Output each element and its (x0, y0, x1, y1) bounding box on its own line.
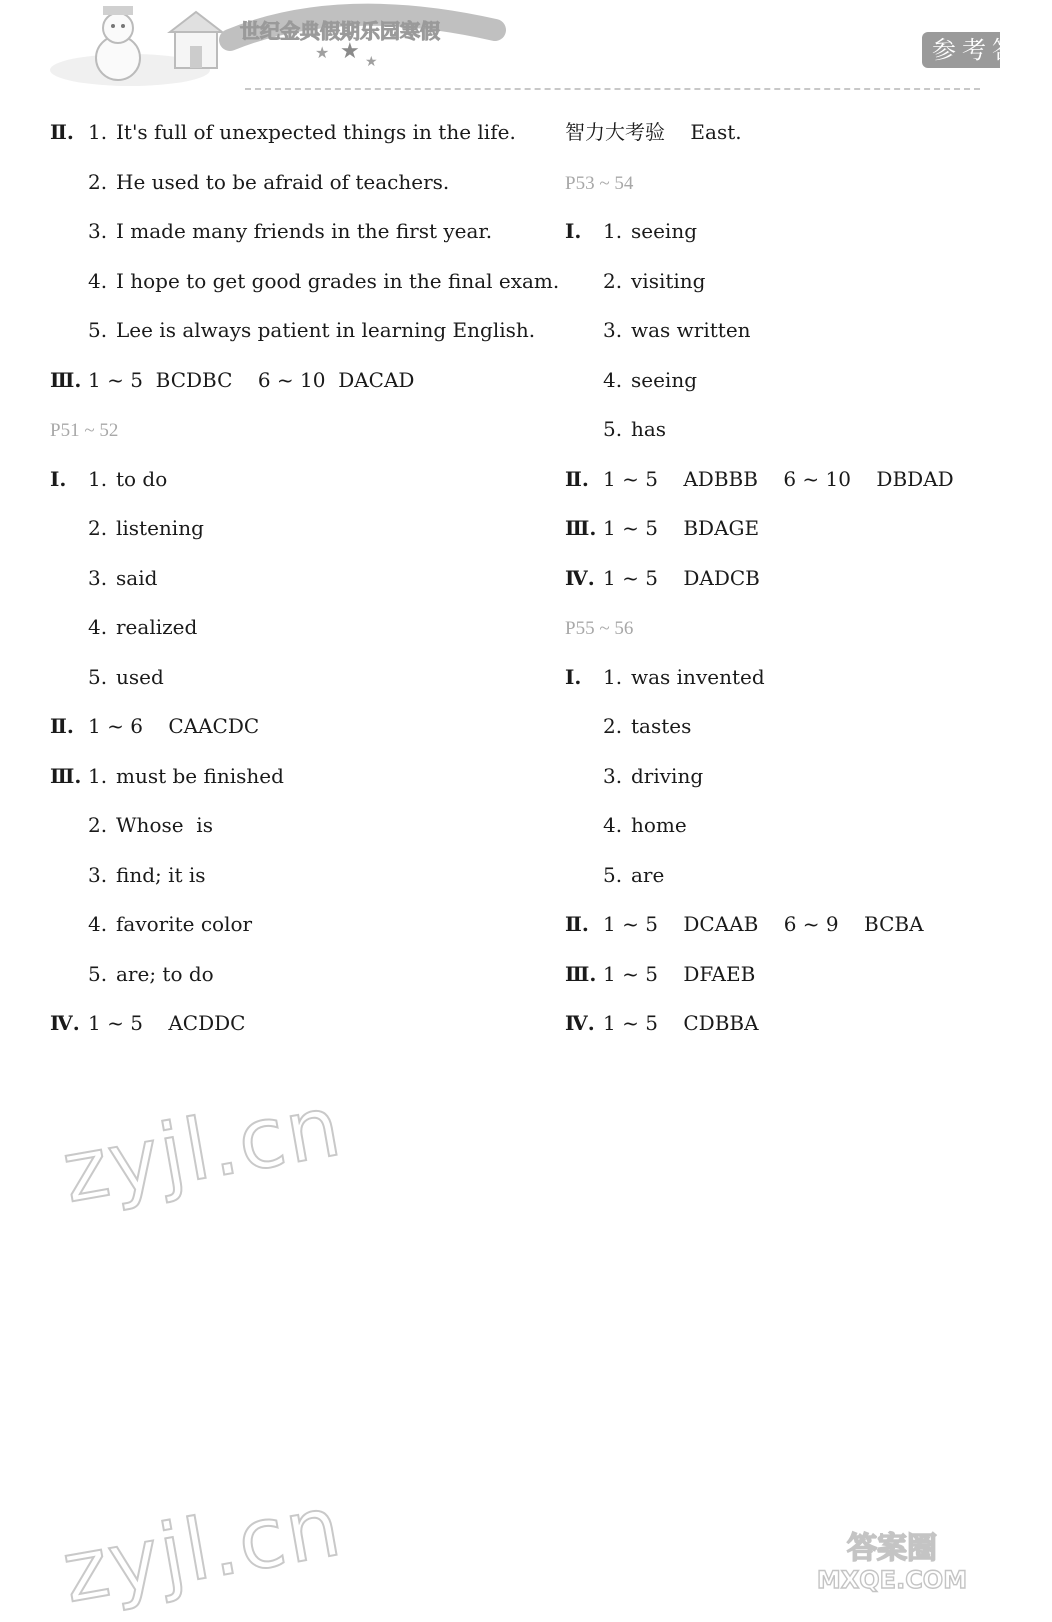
section-numeral: Ⅲ. (565, 516, 597, 540)
section-numeral: Ⅰ. (50, 466, 67, 491)
item-number: 2. (88, 169, 108, 194)
answer-line (565, 653, 1035, 703)
answer-text: visiting (631, 268, 706, 293)
section-numeral: Ⅱ. (50, 714, 74, 738)
answer-line (565, 801, 1035, 851)
section-numeral: Ⅳ. (565, 1011, 595, 1035)
page-range-text: P51 ~ 52 (50, 420, 119, 441)
answer-text: Whose is (116, 813, 213, 837)
section-tab: 参考答案 (922, 32, 1000, 68)
page-range-label (50, 405, 520, 455)
answer-text: 1 ~ 5 ADBBB 6 ~ 10 DBDAD (603, 466, 954, 491)
section-numeral: Ⅳ. (50, 1011, 80, 1035)
answer-text: must be finished (116, 763, 284, 788)
answer-text: was invented (631, 664, 765, 689)
answer-line (50, 950, 520, 1000)
answer-line (565, 752, 1035, 802)
answer-text: 1 ~ 5 DADCB (603, 565, 760, 590)
section-numeral: Ⅳ. (565, 565, 595, 590)
answer-text: 1 ~ 5 DFAEB (603, 961, 756, 986)
answer-text: 1 ~ 5 DCAAB 6 ~ 9 BCBA (603, 912, 924, 936)
header-title-art: 世纪金典假期乐园寒假 (240, 19, 440, 43)
item-number: 4. (88, 615, 108, 639)
answer-text: seeing (631, 219, 698, 243)
section-numeral: Ⅲ. (50, 367, 82, 392)
answer-line (50, 702, 520, 752)
section-numeral: Ⅱ. (565, 466, 589, 491)
answer-text: favorite color (116, 912, 253, 936)
answer-line (565, 554, 1035, 604)
page-range-label (565, 603, 1035, 653)
answer-line (565, 356, 1035, 406)
answer-line (565, 405, 1035, 455)
svg-text:★: ★ (365, 54, 378, 70)
answer-text: I made many friends in the first year. (116, 219, 493, 243)
answer-text: are; to do (116, 961, 214, 986)
answer-line (565, 257, 1035, 307)
answer-line (565, 504, 1035, 554)
answer-text: 1 ~ 5 CDBBA (603, 1011, 759, 1035)
item-number: 3. (603, 318, 623, 342)
item-number: 2. (88, 516, 108, 540)
item-number: 3. (88, 862, 108, 887)
snowman-illustration (40, 0, 520, 85)
item-number: 4. (603, 367, 623, 392)
answer-line (565, 999, 1035, 1049)
section-numeral: Ⅲ. (50, 763, 82, 788)
item-number: 1. (88, 763, 108, 788)
answer-text: has (631, 417, 667, 441)
answer-text: find; it is (116, 862, 206, 887)
item-number: 2. (88, 813, 108, 837)
answer-line (565, 900, 1035, 950)
item-number: 5. (88, 961, 108, 986)
answer-line (50, 158, 520, 208)
watermark: zyjl.cn (55, 1476, 349, 1622)
corner-logo-bottom: MXQE.COM (816, 1566, 968, 1594)
answer-text: are (631, 862, 665, 887)
answer-line (565, 455, 1035, 505)
page-range-text: P55 ~ 56 (565, 618, 634, 639)
answer-line (50, 257, 560, 307)
corner-logo (792, 1524, 992, 1594)
answer-text: 1 ~ 5 BDAGE (603, 516, 760, 540)
section-numeral: Ⅲ. (565, 961, 597, 986)
answer-line (50, 653, 520, 703)
answer-text: listening (116, 516, 204, 540)
answer-text: driving (631, 763, 704, 788)
answer-text: 1 ~ 5 BCDBC 6 ~ 10 DACAD (88, 367, 415, 392)
item-number: 5. (603, 417, 623, 441)
answer-line (50, 306, 536, 356)
item-number: 5. (88, 664, 108, 689)
page-range-label (565, 158, 1035, 208)
answer-text: realized (116, 615, 198, 639)
right-column (565, 108, 1035, 1049)
item-number: 1. (88, 466, 108, 491)
section-numeral: Ⅰ. (565, 664, 582, 689)
answer-text: He used to be afraid of teachers. (116, 169, 450, 194)
page-header (0, 0, 1052, 95)
item-number: 4. (88, 268, 108, 293)
item-number: 5. (88, 318, 108, 342)
answer-line (565, 950, 1035, 1000)
answer-line (50, 108, 520, 158)
answer-line (565, 207, 1035, 257)
item-number: 3. (88, 219, 108, 243)
answer-text: I hope to get good grades in the final exam. (116, 268, 560, 293)
svg-text:★: ★ (340, 39, 360, 64)
answer-line (50, 603, 520, 653)
answer-text: 智力大考验 East. (565, 120, 742, 144)
answer-text: home (631, 813, 687, 837)
answer-line (50, 554, 520, 604)
watermark: zyjl.cn (55, 1076, 349, 1222)
answer-line (565, 306, 1035, 356)
answer-text: 1 ~ 5 ACDDC (88, 1011, 246, 1035)
answer-line (50, 455, 520, 505)
answer-line (50, 801, 520, 851)
item-number: 2. (603, 714, 623, 738)
answer-text: said (116, 565, 158, 590)
item-number: 1. (603, 219, 623, 243)
answer-line (50, 752, 520, 802)
answer-line (50, 356, 520, 406)
answer-text: Lee is always patient in learning English. (116, 318, 536, 342)
item-number: 3. (88, 565, 108, 590)
section-numeral: Ⅱ. (565, 912, 589, 936)
header-dashed-rule (245, 88, 980, 90)
item-number: 2. (603, 268, 623, 293)
answer-text: used (116, 664, 164, 689)
answer-line (50, 207, 520, 257)
answer-text: 1 ~ 6 CAACDC (88, 714, 260, 738)
item-number: 4. (603, 813, 623, 837)
left-column (50, 108, 560, 1049)
section-numeral: Ⅱ. (50, 120, 74, 144)
svg-text:★: ★ (315, 43, 330, 62)
corner-logo-top: 答案圈 (847, 1531, 937, 1566)
answer-text: was written (631, 318, 751, 342)
item-number: 1. (603, 664, 623, 689)
answer-text: It's full of unexpected things in the life. (116, 120, 516, 144)
item-number: 1. (88, 120, 108, 144)
answer-line (565, 702, 1035, 752)
answer-line (50, 851, 520, 901)
page-range-text: P53 ~ 54 (565, 172, 634, 194)
answer-line (50, 999, 520, 1049)
section-numeral: Ⅰ. (565, 219, 582, 243)
answer-line (50, 504, 520, 554)
item-number: 4. (88, 912, 108, 936)
answer-line (50, 900, 520, 950)
answer-line (565, 108, 1035, 158)
item-number: 3. (603, 763, 623, 788)
answer-text: to do (116, 466, 168, 491)
answer-text: seeing (631, 367, 698, 392)
answer-line (565, 851, 1035, 901)
answer-text: tastes (631, 714, 692, 738)
item-number: 5. (603, 862, 623, 887)
